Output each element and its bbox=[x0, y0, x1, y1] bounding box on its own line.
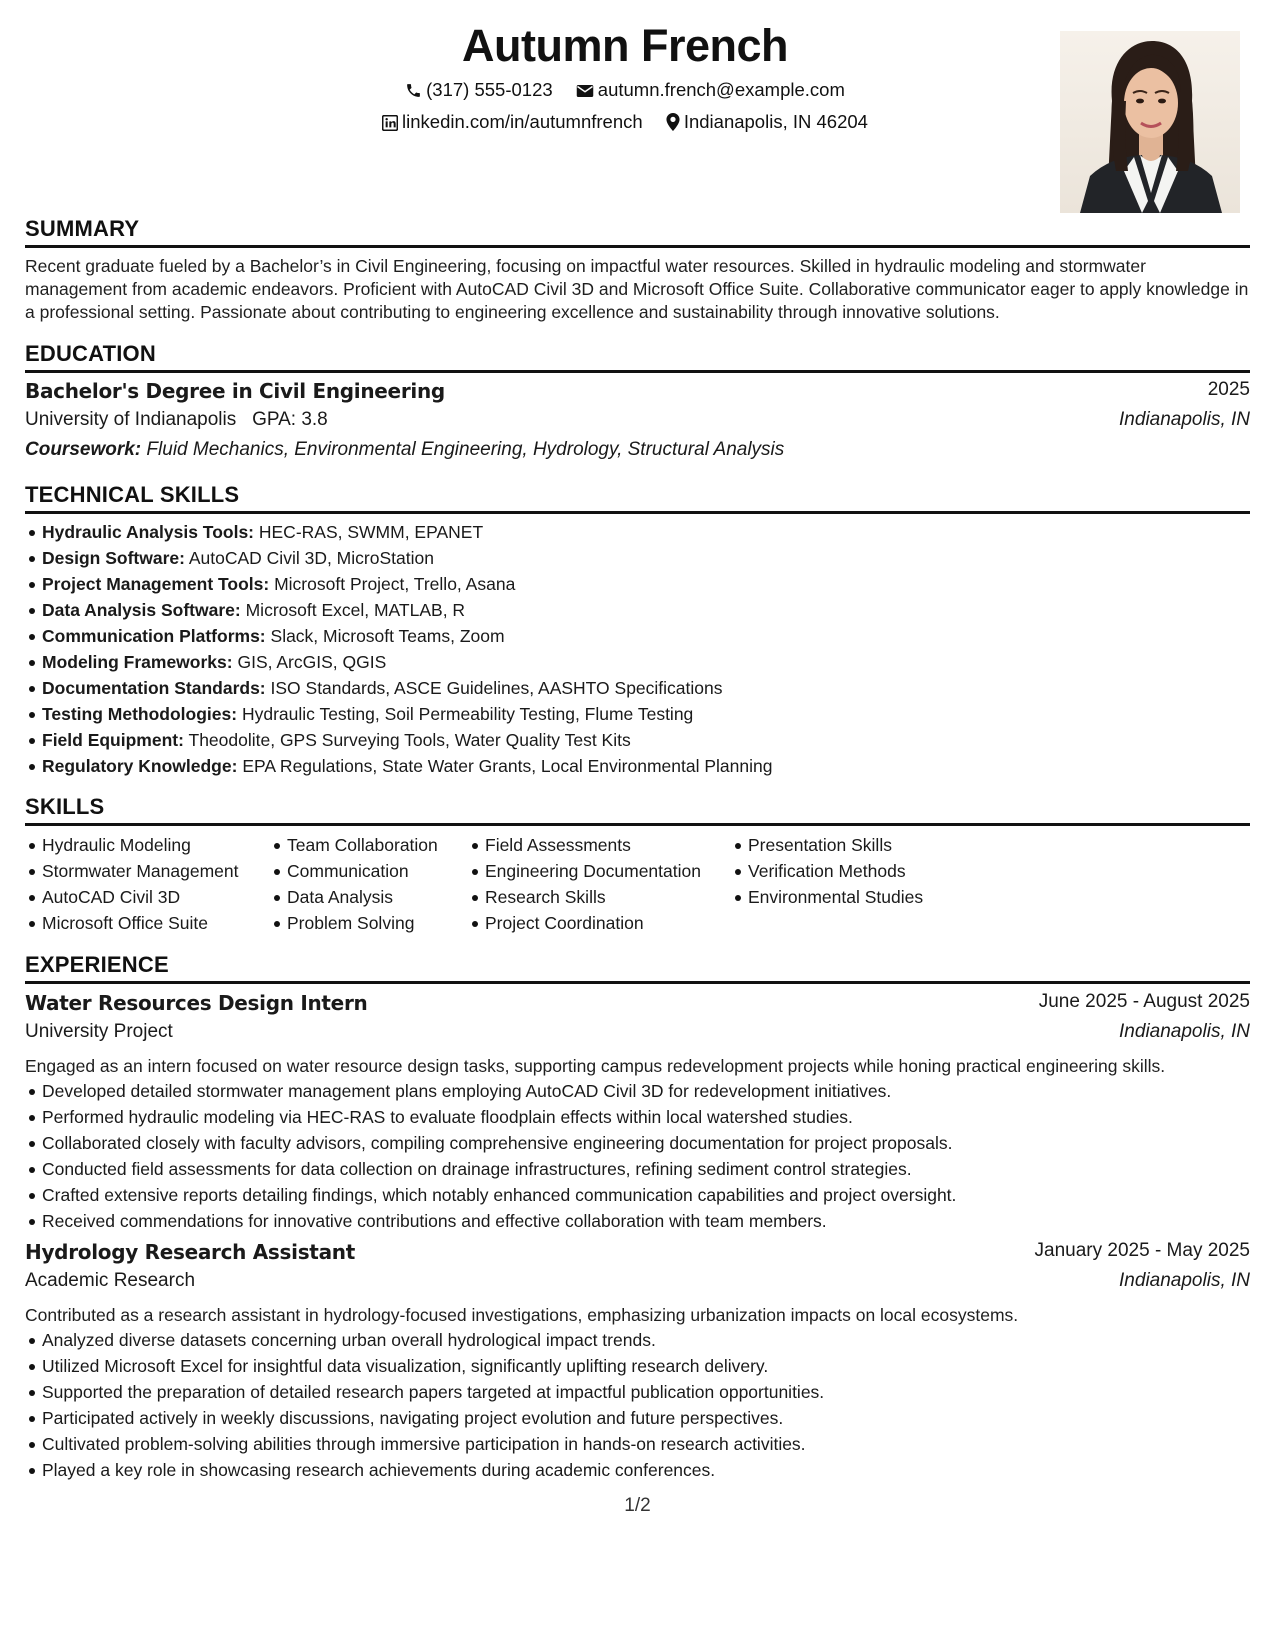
job-dates: June 2025 - August 2025 bbox=[1038, 991, 1250, 1012]
job-bullets bbox=[25, 1327, 1250, 1483]
list-item: Verification Methods bbox=[748, 858, 1008, 884]
map-pin-icon bbox=[666, 113, 680, 131]
skill-label: Communication Platforms: bbox=[42, 626, 266, 646]
phone-contact bbox=[405, 79, 553, 101]
list-item bbox=[42, 571, 1250, 597]
phone-icon bbox=[405, 82, 422, 99]
linkedin-text[interactable]: linkedin.com/in/autumnfrench bbox=[402, 111, 643, 132]
list-item: Received commendations for innovative contributions and effective collaboration with team members. bbox=[42, 1208, 1250, 1234]
skill-value: Microsoft Project, Trello, Asana bbox=[274, 574, 516, 594]
experience-heading: EXPERIENCE bbox=[25, 952, 1250, 984]
list-item: Presentation Skills bbox=[748, 832, 1008, 858]
list-item: Research Skills bbox=[485, 884, 731, 910]
coursework-label: Coursework: bbox=[25, 439, 142, 460]
list-item: Played a key role in showcasing research achievements during academic conferences. bbox=[42, 1457, 1250, 1483]
skill-value: Microsoft Excel, MATLAB, R bbox=[245, 600, 466, 620]
skills-section bbox=[25, 794, 1250, 936]
list-item: Conducted field assessments for data collection on drainage infrastructures, refining sediment control strategies. bbox=[42, 1156, 1250, 1182]
skills-column-4 bbox=[731, 832, 1008, 936]
list-item: Analyzed diverse datasets concerning urban overall hydrological impact trends. bbox=[42, 1327, 1250, 1353]
list-item: Field Assessments bbox=[485, 832, 731, 858]
location-contact bbox=[666, 111, 868, 133]
skill-label: Field Equipment: bbox=[42, 730, 184, 750]
skill-label: Hydraulic Analysis Tools: bbox=[42, 522, 254, 542]
list-item: Microsoft Office Suite bbox=[42, 910, 270, 936]
skill-value: Hydraulic Testing, Soil Permeability Testing, Flume Testing bbox=[241, 704, 694, 724]
coursework bbox=[25, 439, 784, 461]
list-item: Cultivated problem-solving abilities through immersive participation in hands-on research activities. bbox=[42, 1431, 1250, 1457]
job-bullets bbox=[25, 1078, 1250, 1234]
degree-name: Bachelor's Degree in Civil Engineering bbox=[25, 379, 445, 403]
skills-column-1 bbox=[25, 832, 270, 936]
resume-header bbox=[25, 0, 1250, 218]
school-info bbox=[25, 409, 328, 431]
job-location: Indianapolis, IN bbox=[1119, 1021, 1250, 1042]
experience-entry bbox=[25, 1240, 1250, 1483]
list-item: Utilized Microsoft Excel for insightful data visualization, significantly uplifting research delivery. bbox=[42, 1353, 1250, 1379]
list-item: Environmental Studies bbox=[748, 884, 1008, 910]
skill-label: Documentation Standards: bbox=[42, 678, 266, 698]
gpa: GPA: 3.8 bbox=[252, 409, 328, 430]
job-title-row bbox=[25, 991, 1250, 1021]
envelope-icon bbox=[576, 83, 594, 99]
skill-label: Data Analysis Software: bbox=[42, 600, 241, 620]
job-title: Hydrology Research Assistant bbox=[25, 1240, 355, 1264]
list-item: Collaborated closely with faculty advisors, compiling comprehensive engineering documentation for project proposals. bbox=[42, 1130, 1250, 1156]
list-item bbox=[42, 597, 1250, 623]
summary-heading: SUMMARY bbox=[25, 216, 1250, 248]
list-item bbox=[42, 545, 1250, 571]
technical-skills-section bbox=[25, 482, 1250, 779]
job-dates: January 2025 - May 2025 bbox=[1034, 1240, 1250, 1261]
list-item bbox=[42, 623, 1250, 649]
experience-entry bbox=[25, 991, 1250, 1234]
list-item bbox=[42, 701, 1250, 727]
job-org-row bbox=[25, 1270, 1250, 1300]
skill-label: Project Management Tools: bbox=[42, 574, 270, 594]
skill-value: ISO Standards, ASCE Guidelines, AASHTO Specifications bbox=[270, 678, 723, 698]
skill-value: EPA Regulations, State Water Grants, Local Environmental Planning bbox=[242, 756, 773, 776]
coursework-row bbox=[25, 439, 1250, 469]
list-item: Crafted extensive reports detailing findings, which notably enhanced communication capabilities and project oversight. bbox=[42, 1182, 1250, 1208]
skill-label: Testing Methodologies: bbox=[42, 704, 238, 724]
summary-section bbox=[25, 216, 1250, 324]
job-location: Indianapolis, IN bbox=[1119, 1270, 1250, 1291]
coursework-list: Fluid Mechanics, Environmental Engineering, Hydrology, Structural Analysis bbox=[146, 439, 785, 460]
contact-line-1 bbox=[25, 79, 1225, 101]
technical-skills-heading: TECHNICAL SKILLS bbox=[25, 482, 1250, 514]
job-title: Water Resources Design Intern bbox=[25, 991, 368, 1015]
job-organization: Academic Research bbox=[25, 1270, 196, 1291]
school-location: Indianapolis, IN bbox=[1119, 409, 1250, 430]
skill-value: Slack, Microsoft Teams, Zoom bbox=[270, 626, 505, 646]
job-org-row bbox=[25, 1021, 1250, 1051]
skill-label: Modeling Frameworks: bbox=[42, 652, 233, 672]
education-row-1 bbox=[25, 379, 1250, 409]
skill-value: GIS, ArcGIS, QGIS bbox=[237, 652, 387, 672]
skill-label: Design Software: bbox=[42, 548, 185, 568]
school-name: University of Indianapolis bbox=[25, 409, 237, 430]
technical-skills-list bbox=[25, 519, 1250, 779]
job-summary: Engaged as an intern focused on water resource design tasks, supporting campus redevelopment projects while honing practical engineering skills. bbox=[25, 1056, 1166, 1076]
list-item: Hydraulic Modeling bbox=[42, 832, 270, 858]
list-item: Engineering Documentation bbox=[485, 858, 731, 884]
list-item bbox=[42, 649, 1250, 675]
linkedin-icon bbox=[382, 115, 398, 131]
list-item: Communication bbox=[287, 858, 468, 884]
list-item: Project Coordination bbox=[485, 910, 731, 936]
list-item: Developed detailed stormwater management plans employing AutoCAD Civil 3D for redevelopment initiatives. bbox=[42, 1078, 1250, 1104]
skill-label: Regulatory Knowledge: bbox=[42, 756, 238, 776]
list-item: Problem Solving bbox=[287, 910, 468, 936]
contact-line-2 bbox=[25, 111, 1225, 133]
list-item: Supported the preparation of detailed research papers targeted at impactful publication opportunities. bbox=[42, 1379, 1250, 1405]
experience-section bbox=[25, 952, 1250, 1483]
list-item: Performed hydraulic modeling via HEC-RAS to evaluate floodplain effects within local watershed studies. bbox=[42, 1104, 1250, 1130]
phone-text: (317) 555-0123 bbox=[426, 79, 553, 100]
education-row-2 bbox=[25, 409, 1250, 439]
location-text: Indianapolis, IN 46204 bbox=[683, 111, 868, 132]
profile-photo bbox=[1060, 31, 1240, 213]
resume-page bbox=[25, 0, 1250, 1650]
candidate-name: Autumn French bbox=[462, 20, 788, 71]
list-item: Participated actively in weekly discussions, navigating project evolution and future perspectives. bbox=[42, 1405, 1250, 1431]
list-item bbox=[42, 753, 1250, 779]
list-item: Team Collaboration bbox=[287, 832, 468, 858]
list-item: AutoCAD Civil 3D bbox=[42, 884, 270, 910]
job-summary: Contributed as a research assistant in hydrology-focused investigations, emphasizing urbanization impacts on local ecosystems. bbox=[25, 1305, 1019, 1325]
email-text[interactable]: autumn.french@example.com bbox=[597, 79, 845, 100]
education-heading: EDUCATION bbox=[25, 341, 1250, 373]
list-item: Data Analysis bbox=[287, 884, 468, 910]
linkedin-contact[interactable] bbox=[382, 111, 643, 133]
job-title-row bbox=[25, 1240, 1250, 1270]
summary-text: Recent graduate fueled by a Bachelor’s in Civil Engineering, focusing on impactful water resources. Skilled in hydraulic modeling and stormwater management from academic endeavors. Proficient with AutoCAD Civil 3D and Microsoft Office Suite. Collaborative communicator eager to apply knowledge in a professional setting. Passionate about contributing to engineering excellence and sustainability through innovative solutions. bbox=[25, 256, 1249, 322]
skill-value: Theodolite, GPS Surveying Tools, Water Quality Test Kits bbox=[188, 730, 631, 750]
page-number: 1/2 bbox=[624, 1495, 651, 1516]
education-section bbox=[25, 341, 1250, 469]
list-item bbox=[42, 727, 1250, 753]
list-item bbox=[42, 519, 1250, 545]
graduation-year: 2025 bbox=[1207, 379, 1250, 400]
skill-value: AutoCAD Civil 3D, MicroStation bbox=[188, 548, 434, 568]
skills-column-3 bbox=[468, 832, 731, 936]
skills-column-2 bbox=[270, 832, 468, 936]
skills-columns bbox=[25, 832, 1250, 936]
list-item: Stormwater Management bbox=[42, 858, 270, 884]
skill-value: HEC-RAS, SWMM, EPANET bbox=[258, 522, 484, 542]
email-contact[interactable] bbox=[576, 79, 845, 101]
list-item bbox=[42, 675, 1250, 701]
skills-heading: SKILLS bbox=[25, 794, 1250, 826]
job-organization: University Project bbox=[25, 1021, 173, 1042]
